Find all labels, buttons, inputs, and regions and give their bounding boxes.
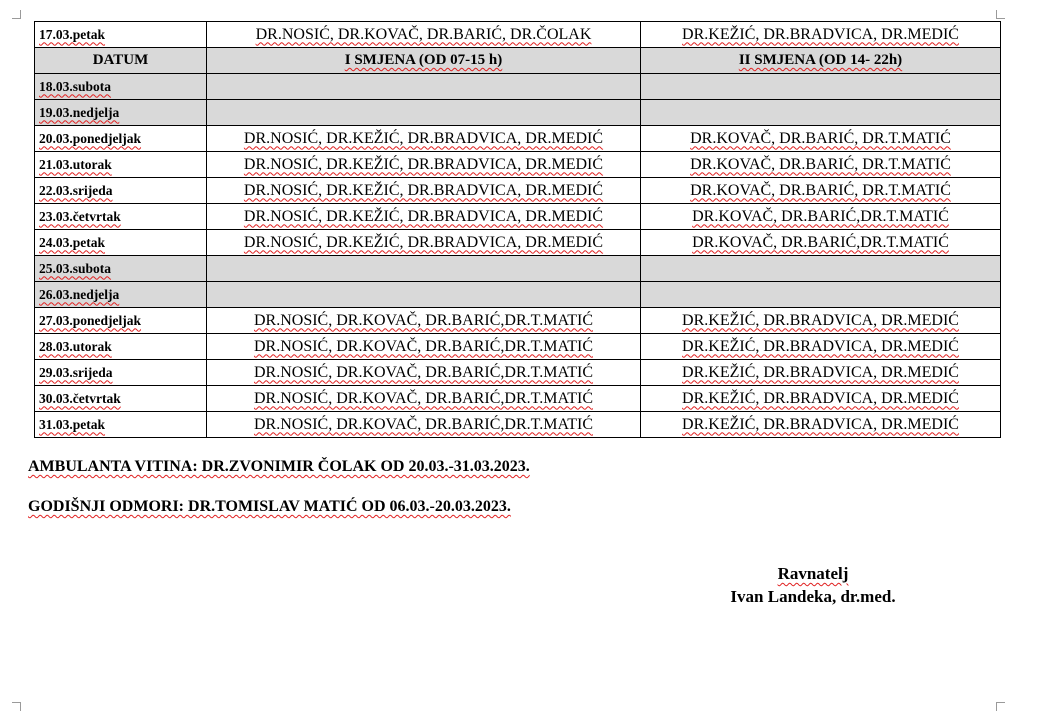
second-shift-cell (641, 412, 1001, 438)
ambulanta-note (28, 458, 530, 476)
second-shift-cell (641, 48, 1001, 74)
table-row (35, 152, 1001, 178)
shift-schedule-table (34, 21, 1001, 438)
second-shift-cell (641, 308, 1001, 334)
date-cell (35, 386, 207, 412)
first-shift-cell-text: DR.NOSIĆ, DR.KOVAČ, DR.BARIĆ,DR.T.MATIĆ (253, 363, 593, 381)
second-shift-cell (641, 126, 1001, 152)
second-shift-cell-text: DR.KEŽIĆ, DR.BRADVICA, DR.MEDIĆ (682, 311, 959, 329)
date-cell-text: 28.03.utorak (39, 338, 112, 354)
date-cell (35, 256, 207, 282)
table-row (35, 282, 1001, 308)
first-shift-cell (207, 412, 641, 438)
date-cell (35, 204, 207, 230)
second-shift-cell-text: DR.KEŽIĆ, DR.BRADVICA, DR.MEDIĆ (682, 337, 959, 355)
page-corner-mark-top-left (12, 10, 21, 19)
second-shift-cell (641, 282, 1001, 308)
second-shift-cell (641, 22, 1001, 48)
first-shift-cell (207, 308, 641, 334)
second-shift-cell (641, 178, 1001, 204)
page-corner-mark-bottom-left (12, 702, 21, 711)
first-shift-cell (207, 152, 641, 178)
date-cell-text: 24.03.petak (39, 234, 106, 250)
date-cell (35, 282, 207, 308)
second-shift-cell (641, 386, 1001, 412)
table-row (35, 74, 1001, 100)
shift-schedule-body (35, 22, 1001, 438)
annual-leave-note (28, 498, 511, 516)
date-cell-text: 27.03.ponedjeljak (39, 312, 142, 328)
second-shift-cell-text: DR.KOVAČ, DR.BARIĆ, DR.T.MATIĆ (690, 129, 951, 147)
second-shift-cell (641, 230, 1001, 256)
first-shift-cell (207, 204, 641, 230)
first-shift-cell-text: DR.NOSIĆ, DR.KEŽIĆ, DR.BRADVICA, DR.MEDIĆ (243, 129, 604, 147)
table-row (35, 126, 1001, 152)
date-cell-text: 23.03.četvrtak (39, 208, 121, 224)
first-shift-cell (207, 334, 641, 360)
second-shift-cell (641, 100, 1001, 126)
table-row (35, 334, 1001, 360)
first-shift-cell (207, 178, 641, 204)
first-shift-cell (207, 282, 641, 308)
second-shift-cell (641, 334, 1001, 360)
date-cell (35, 412, 207, 438)
date-cell (35, 308, 207, 334)
second-shift-cell (641, 152, 1001, 178)
date-cell-text: DATUM (92, 52, 149, 68)
first-shift-cell (207, 256, 641, 282)
second-shift-cell-text: DR.KOVAČ, DR.BARIĆ, DR.T.MATIĆ (690, 155, 951, 173)
date-cell-text: 18.03.subota (39, 78, 112, 94)
first-shift-cell-text: DR.NOSIĆ, DR.KOVAČ, DR.BARIĆ,DR.T.MATIĆ (253, 389, 593, 407)
first-shift-cell-text: DR.NOSIĆ, DR.KOVAČ, DR.BARIĆ,DR.T.MATIĆ (253, 337, 593, 355)
date-cell (35, 74, 207, 100)
date-cell (35, 152, 207, 178)
table-row (35, 22, 1001, 48)
table-row (35, 412, 1001, 438)
second-shift-cell (641, 204, 1001, 230)
date-cell (35, 48, 207, 74)
date-cell (35, 178, 207, 204)
date-cell-text: 29.03.srijeda (39, 364, 113, 380)
date-cell-text: 20.03.ponedjeljak (39, 130, 142, 146)
first-shift-cell (207, 386, 641, 412)
date-cell (35, 334, 207, 360)
ambulanta-note-text: AMBULANTA VITINA: DR.ZVONIMIR ČOLAK OD 20.03.-31.03.2023. (28, 458, 530, 475)
date-cell (35, 22, 207, 48)
second-shift-cell-text: DR.KEŽIĆ, DR.BRADVICA, DR.MEDIĆ (682, 389, 959, 407)
date-cell-text: 25.03.subota (39, 260, 112, 276)
signature-block (700, 562, 926, 608)
date-cell-text: 22.03.srijeda (39, 182, 113, 198)
second-shift-cell-text: DR.KEŽIĆ, DR.BRADVICA, DR.MEDIĆ (682, 415, 959, 433)
first-shift-cell-text: DR.NOSIĆ, DR.KOVAČ, DR.BARIĆ,DR.T.MATIĆ (253, 415, 593, 433)
page-corner-mark-bottom-right (996, 702, 1005, 711)
table-row (35, 100, 1001, 126)
date-cell (35, 126, 207, 152)
second-shift-cell (641, 74, 1001, 100)
first-shift-cell (207, 100, 641, 126)
date-cell-text: 30.03.četvrtak (39, 390, 121, 406)
table-row (35, 230, 1001, 256)
second-shift-cell-text: DR.KOVAČ, DR.BARIĆ, DR.T.MATIĆ (690, 181, 951, 199)
second-shift-cell-text: DR.KEŽIĆ, DR.BRADVICA, DR.MEDIĆ (682, 363, 959, 381)
page-corner-mark-top-right (996, 10, 1005, 19)
first-shift-cell-text: DR.NOSIĆ, DR.KOVAČ, DR.BARIĆ,DR.T.MATIĆ (253, 311, 593, 329)
date-cell (35, 230, 207, 256)
second-shift-cell (641, 256, 1001, 282)
table-header-row (35, 48, 1001, 74)
first-shift-cell (207, 22, 641, 48)
first-shift-cell-text: DR.NOSIĆ, DR.KOVAČ, DR.BARIĆ, DR.ČOLAK (255, 25, 592, 43)
table-row (35, 178, 1001, 204)
table-row (35, 256, 1001, 282)
annual-leave-note-text: GODIŠNJI ODMORI: DR.TOMISLAV MATIĆ OD 06.03.-20.03.2023. (28, 498, 511, 515)
date-cell-text: 21.03.utorak (39, 156, 112, 172)
date-cell-text: 17.03.petak (39, 26, 106, 42)
first-shift-cell-text: DR.NOSIĆ, DR.KEŽIĆ, DR.BRADVICA, DR.MEDIĆ (243, 155, 604, 173)
second-shift-cell-text: DR.KOVAČ, DR.BARIĆ,DR.T.MATIĆ (692, 233, 949, 251)
signature-title: Ravnatelj (777, 564, 849, 583)
date-cell-text: 31.03.petak (39, 416, 106, 432)
date-cell-text: 19.03.nedjelja (39, 104, 120, 120)
first-shift-cell-text: DR.NOSIĆ, DR.KEŽIĆ, DR.BRADVICA, DR.MEDIĆ (243, 233, 604, 251)
second-shift-cell-text: II SMJENA (OD 14- 22h) (738, 52, 903, 68)
table-row (35, 360, 1001, 386)
first-shift-cell-text: I SMJENA (OD 07-15 h) (344, 52, 503, 68)
table-row (35, 204, 1001, 230)
second-shift-cell-text: DR.KOVAČ, DR.BARIĆ,DR.T.MATIĆ (692, 207, 949, 225)
first-shift-cell-text: DR.NOSIĆ, DR.KEŽIĆ, DR.BRADVICA, DR.MEDIĆ (243, 207, 604, 225)
signature-name: Ivan Landeka, dr.med. (730, 587, 896, 606)
date-cell-text: 26.03.nedjelja (39, 286, 120, 302)
second-shift-cell (641, 360, 1001, 386)
date-cell (35, 100, 207, 126)
second-shift-cell-text: DR.KEŽIĆ, DR.BRADVICA, DR.MEDIĆ (682, 25, 959, 43)
first-shift-cell (207, 230, 641, 256)
table-row (35, 308, 1001, 334)
first-shift-cell (207, 126, 641, 152)
table-row (35, 386, 1001, 412)
date-cell (35, 360, 207, 386)
first-shift-cell-text: DR.NOSIĆ, DR.KEŽIĆ, DR.BRADVICA, DR.MEDIĆ (243, 181, 604, 199)
first-shift-cell (207, 48, 641, 74)
first-shift-cell (207, 74, 641, 100)
first-shift-cell (207, 360, 641, 386)
